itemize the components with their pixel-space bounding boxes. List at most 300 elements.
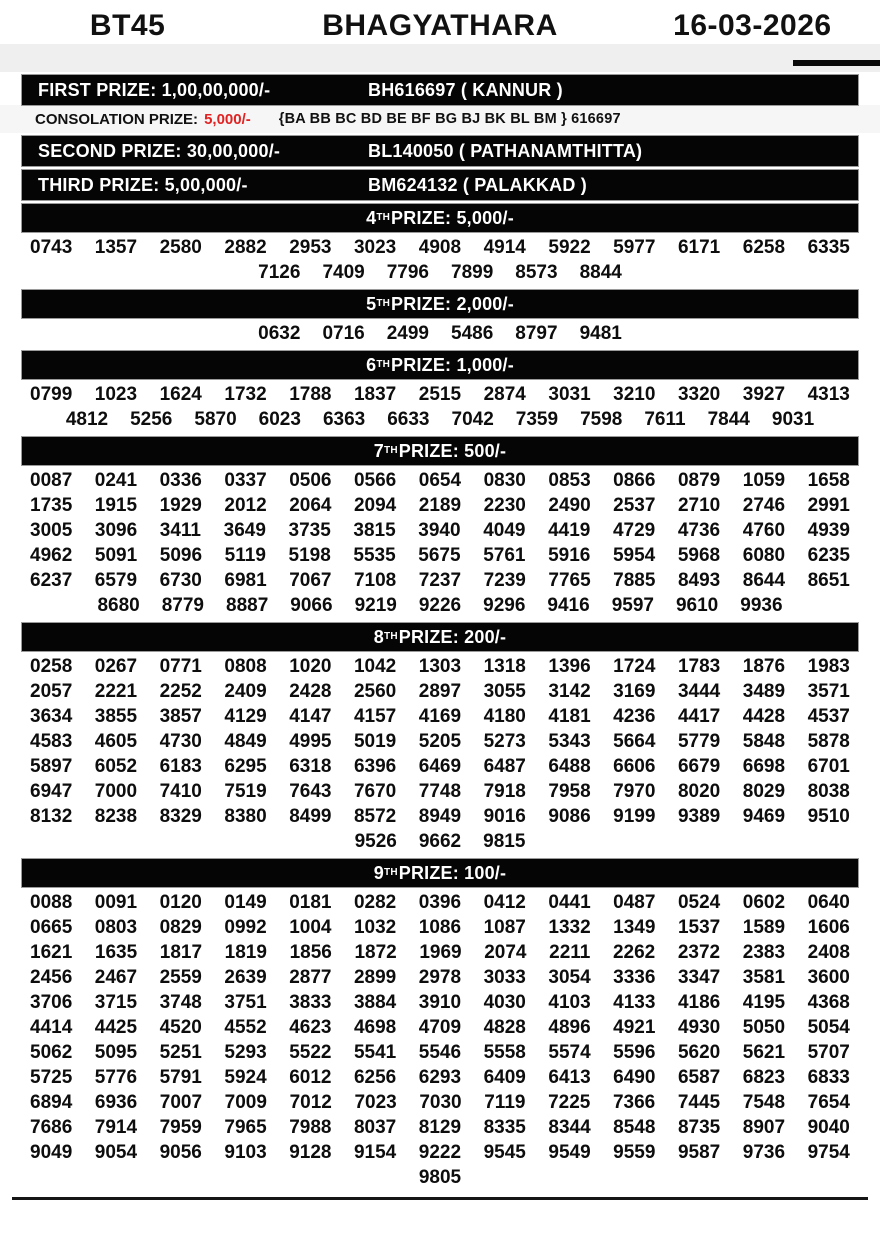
winning-number: 6171	[677, 237, 721, 258]
winning-number: 6579	[94, 570, 138, 591]
winning-number: 1303	[418, 656, 462, 677]
number-row	[0, 804, 880, 829]
winning-number: 5776	[94, 1067, 138, 1088]
winning-number: 0337	[224, 470, 267, 491]
winning-number: 5664	[613, 731, 656, 752]
winning-number: 1735	[30, 495, 73, 516]
first-prize-winner: BH616697 ( KANNUR )	[368, 79, 563, 100]
number-row	[0, 593, 880, 618]
first-prize-label: FIRST PRIZE: 1,00,00,000/-	[38, 79, 271, 100]
winning-number: 7548	[742, 1092, 786, 1113]
winning-number: 7970	[613, 781, 656, 802]
winning-number: 6363	[322, 409, 366, 430]
winning-number: 5205	[418, 731, 462, 752]
winning-number: 4914	[483, 237, 526, 258]
tier-header-text: PRIZE: 2,000/-	[391, 293, 514, 314]
winning-number: 4623	[289, 1017, 332, 1038]
winning-number: 8499	[289, 806, 332, 827]
winning-number: 7237	[418, 570, 462, 591]
winning-number: 7023	[354, 1092, 397, 1113]
consolation-amount: 5,000/-	[204, 110, 251, 128]
winning-number: 4414	[30, 1017, 73, 1038]
winning-number: 8493	[677, 570, 721, 591]
number-row	[0, 915, 880, 940]
number-row	[0, 890, 880, 915]
winning-number: 2874	[483, 384, 526, 405]
winning-number: 4736	[677, 520, 721, 541]
winning-number: 3033	[483, 967, 526, 988]
scan-line-artifact	[793, 60, 880, 66]
tier-header-text: 8	[373, 626, 385, 647]
winning-number: 8238	[94, 806, 138, 827]
winning-number: 3706	[30, 992, 73, 1013]
winning-number: 6183	[159, 756, 202, 777]
winning-number: 4417	[677, 706, 721, 727]
winning-number: 4760	[742, 520, 786, 541]
winning-number: 2428	[289, 681, 332, 702]
winning-number: 4103	[548, 992, 591, 1013]
winning-number: 2499	[386, 323, 429, 344]
winning-number: 0654	[418, 470, 462, 491]
winning-number: 2211	[549, 942, 591, 963]
winning-number: 1856	[289, 942, 332, 963]
winning-number: 6679	[677, 756, 721, 777]
winning-number: 4729	[612, 520, 656, 541]
number-row	[0, 518, 880, 543]
winning-number: 7126	[258, 262, 301, 283]
winning-number: 9103	[224, 1142, 267, 1163]
second-prize-bar	[22, 136, 858, 166]
winning-number: 5620	[677, 1042, 721, 1063]
winning-number: 5870	[194, 409, 237, 430]
winning-number: 1624	[159, 384, 202, 405]
winning-number: 7000	[94, 781, 138, 802]
winning-number: 6823	[742, 1067, 786, 1088]
winning-number: 7914	[94, 1117, 138, 1138]
winning-number: 0267	[94, 656, 138, 677]
winning-number: 7225	[548, 1092, 591, 1113]
winning-number: 9559	[613, 1142, 656, 1163]
winning-number: 9545	[483, 1142, 526, 1163]
winning-number: 5922	[548, 237, 591, 258]
winning-number: 8572	[353, 806, 397, 827]
winning-number: 4169	[418, 706, 462, 727]
winning-number: 8335	[483, 1117, 526, 1138]
winning-number: 3634	[30, 706, 73, 727]
winning-number: 0506	[289, 470, 332, 491]
winning-number: 9226	[418, 595, 462, 616]
winning-number: 8129	[418, 1117, 462, 1138]
winning-number: 6936	[94, 1092, 138, 1113]
winning-number: 4195	[742, 992, 786, 1013]
winning-number: 2580	[159, 237, 202, 258]
winning-number: 3444	[677, 681, 721, 702]
winning-number: 5707	[807, 1042, 850, 1063]
winning-number: 8844	[579, 262, 622, 283]
winning-number: 5486	[451, 323, 494, 344]
winning-number: 1023	[94, 384, 138, 405]
winning-number: 3815	[353, 520, 396, 541]
winning-number: 2408	[807, 942, 850, 963]
winning-number: 9389	[677, 806, 721, 827]
winning-number: 4537	[807, 706, 850, 727]
winning-number: 2877	[289, 967, 332, 988]
tier-header-text: PRIZE: 500/-	[398, 440, 507, 461]
tier-header-text: 4	[366, 207, 377, 228]
winning-number: 9526	[354, 831, 397, 852]
winning-number: 5054	[807, 1017, 850, 1038]
gray-band-divider	[0, 44, 880, 72]
winning-number: 5091	[94, 545, 138, 566]
winning-number: 1086	[418, 917, 462, 938]
winning-number: 3649	[223, 520, 266, 541]
winning-number: 0808	[224, 656, 267, 677]
winning-number: 8329	[159, 806, 202, 827]
winning-number: 6235	[807, 545, 850, 566]
winning-number: 9662	[418, 831, 462, 852]
winning-number: 7119	[484, 1092, 526, 1113]
winning-number: 8037	[353, 1117, 397, 1138]
winning-number: 4921	[613, 1017, 656, 1038]
winning-number: 7239	[483, 570, 526, 591]
winning-number: 3751	[224, 992, 267, 1013]
winning-number: 6606	[613, 756, 656, 777]
winning-number: 8548	[613, 1117, 656, 1138]
winning-number: 7067	[289, 570, 332, 591]
winning-number: 9936	[740, 595, 783, 616]
tier-header-text: 6	[366, 354, 377, 375]
winning-number: 7009	[224, 1092, 267, 1113]
number-row	[0, 990, 880, 1015]
winning-number: 3884	[353, 992, 397, 1013]
winning-number: 0412	[483, 892, 526, 913]
winning-number: 3169	[613, 681, 656, 702]
winning-number: 6894	[30, 1092, 73, 1113]
winning-number: 5096	[159, 545, 203, 566]
tier-5th-prize-numbers	[0, 318, 880, 347]
winning-number: 6413	[548, 1067, 591, 1088]
winning-number: 1042	[353, 656, 397, 677]
tier-4th-prize	[0, 204, 880, 286]
winning-number: 1332	[548, 917, 591, 938]
winning-number: 2899	[353, 967, 397, 988]
winning-number: 2057	[30, 681, 73, 702]
winning-number: 9066	[290, 595, 333, 616]
winning-number: 4709	[418, 1017, 462, 1038]
winning-number: 7445	[677, 1092, 721, 1113]
winning-number: 5954	[612, 545, 656, 566]
winning-number: 2467	[94, 967, 138, 988]
winning-number: 3940	[418, 520, 461, 541]
winning-number: 6295	[224, 756, 267, 777]
winning-number: 2383	[742, 942, 786, 963]
winning-number: 8344	[548, 1117, 591, 1138]
winning-number: 4605	[94, 731, 138, 752]
winning-number: 3735	[288, 520, 331, 541]
winning-number: 3096	[94, 520, 138, 541]
winning-number: 2897	[418, 681, 462, 702]
winning-number: 8680	[97, 595, 140, 616]
winning-number: 4930	[677, 1017, 721, 1038]
winning-number: 0282	[353, 892, 397, 913]
winning-number: 4908	[418, 237, 462, 258]
number-row	[0, 1165, 880, 1190]
winning-number: 3005	[30, 520, 73, 541]
winning-number: 8907	[742, 1117, 786, 1138]
winning-number: 5095	[94, 1042, 138, 1063]
winning-number: 1783	[677, 656, 721, 677]
winning-number: 7844	[707, 409, 750, 430]
winning-number: 0087	[30, 470, 73, 491]
winning-number: 0441	[548, 892, 591, 913]
number-row	[0, 235, 880, 260]
winning-number: 0632	[258, 323, 301, 344]
winning-number: 4995	[289, 731, 332, 752]
winning-number: 1724	[613, 656, 656, 677]
winning-number: 3581	[742, 967, 786, 988]
winning-number: 7796	[386, 262, 429, 283]
winning-number: 3142	[548, 681, 591, 702]
tier-7th-prize-header: 7 TH PRIZE: 500/-	[22, 437, 858, 465]
winning-number: 3210	[613, 384, 656, 405]
winning-number: 7410	[159, 781, 202, 802]
winning-number: 1929	[159, 495, 202, 516]
winning-number: 1658	[807, 470, 850, 491]
first-prize-bar	[22, 75, 858, 105]
winning-number: 9016	[483, 806, 526, 827]
number-row	[0, 1015, 880, 1040]
winning-number: 9054	[94, 1142, 138, 1163]
winning-number: 9154	[353, 1142, 397, 1163]
winning-number: 6833	[807, 1067, 850, 1088]
tier-header-text: PRIZE: 1,000/-	[391, 354, 514, 375]
winning-number: 3748	[159, 992, 202, 1013]
winning-number: 7030	[419, 1092, 462, 1113]
winning-number: 4583	[30, 731, 73, 752]
winning-number: 0566	[353, 470, 397, 491]
winning-number: 4552	[224, 1017, 267, 1038]
second-prize-winner: BL140050 ( PATHANAMTHITTA)	[368, 140, 643, 161]
winning-number: 7409	[322, 262, 365, 283]
consolation-label: CONSOLATION PRIZE:	[35, 110, 199, 128]
winning-number: 7611	[644, 409, 686, 430]
winning-number: 4730	[159, 731, 202, 752]
winning-number: 6258	[742, 237, 786, 258]
winning-number: 2559	[159, 967, 202, 988]
tier-6th-prize-numbers	[0, 379, 880, 433]
winning-number: 7007	[159, 1092, 203, 1113]
winning-number: 9610	[675, 595, 719, 616]
third-prize-winner: BM624132 ( PALAKKAD )	[368, 174, 587, 195]
winning-number: 1606	[807, 917, 850, 938]
winning-number: 3600	[807, 967, 850, 988]
winning-number: 0799	[30, 384, 73, 405]
winning-number: 7958	[548, 781, 591, 802]
winning-number: 3411	[159, 520, 202, 541]
winning-number: 3571	[807, 681, 850, 702]
tier-9th-prize-numbers	[0, 887, 880, 1191]
winning-number: 4419	[548, 520, 591, 541]
winning-number: 1004	[289, 917, 332, 938]
winning-number: 1732	[224, 384, 267, 405]
winning-number: 4698	[353, 1017, 397, 1038]
winning-number: 3336	[613, 967, 656, 988]
winning-number: 6730	[159, 570, 202, 591]
tier-4th-prize-header: 4 TH PRIZE: 5,000/-	[22, 204, 858, 232]
winning-number: 3910	[418, 992, 462, 1013]
winning-number: 9222	[418, 1142, 462, 1163]
winning-number: 2372	[677, 942, 721, 963]
number-row	[0, 321, 880, 346]
tier-header-text: PRIZE: 5,000/-	[391, 207, 514, 228]
winning-number: 5293	[224, 1042, 267, 1063]
winning-number: 5558	[483, 1042, 526, 1063]
winning-number: 4849	[224, 731, 267, 752]
winning-number: 2710	[677, 495, 721, 516]
winning-number: 6488	[548, 756, 591, 777]
winning-number: 1876	[742, 656, 786, 677]
tier-6th-prize-header: 6 TH PRIZE: 1,000/-	[22, 351, 858, 379]
winning-number: 2882	[224, 237, 267, 258]
winning-number: 5256	[130, 409, 173, 430]
lottery-title: BHAGYATHARA	[322, 9, 558, 42]
winning-number: 6256	[353, 1067, 397, 1088]
winning-number: 4181	[548, 706, 591, 727]
winning-number: 3347	[677, 967, 721, 988]
winning-number: 5541	[353, 1042, 397, 1063]
winning-number: 0524	[677, 892, 721, 913]
number-row	[0, 407, 880, 432]
winning-number: 4186	[677, 992, 721, 1013]
winning-number: 8797	[515, 323, 558, 344]
winning-number: 5062	[30, 1042, 73, 1063]
winning-number: 5761	[483, 545, 526, 566]
winning-number: 9481	[579, 323, 622, 344]
winning-number: 1349	[613, 917, 656, 938]
winning-number: 8735	[677, 1117, 721, 1138]
winning-number: 2490	[548, 495, 591, 516]
number-row	[0, 1140, 880, 1165]
winning-number: 7899	[451, 262, 494, 283]
winning-number: 6012	[289, 1067, 332, 1088]
winning-number: 0716	[322, 323, 365, 344]
winning-number: 5968	[677, 545, 721, 566]
winning-number: 8644	[742, 570, 786, 591]
draw-date: 16-03-2026	[673, 9, 832, 42]
winning-number: 3320	[677, 384, 721, 405]
number-row	[0, 679, 880, 704]
winning-number: 6698	[742, 756, 786, 777]
winning-number: 1318	[483, 656, 526, 677]
winning-number: 0665	[30, 917, 73, 938]
draw-code: BT45	[89, 9, 166, 42]
winning-number: 3054	[548, 967, 591, 988]
winning-number: 5977	[613, 237, 656, 258]
winning-number: 0640	[807, 892, 850, 913]
winning-number: 2537	[613, 495, 656, 516]
winning-number: 4425	[94, 1017, 138, 1038]
winning-number: 4049	[483, 520, 526, 541]
winning-number: 5621	[742, 1042, 786, 1063]
winning-number: 7965	[224, 1117, 267, 1138]
winning-number: 7366	[612, 1092, 656, 1113]
winning-number: 5848	[742, 731, 786, 752]
winning-number: 3927	[742, 384, 786, 405]
winning-number: 3489	[742, 681, 786, 702]
winning-number: 1969	[419, 942, 462, 963]
winning-number: 2064	[289, 495, 332, 516]
winning-number: 5535	[353, 545, 396, 566]
winning-number: 2515	[418, 384, 462, 405]
winning-number: 2252	[159, 681, 202, 702]
number-row	[0, 729, 880, 754]
winning-number: 1020	[289, 656, 332, 677]
number-row	[0, 543, 880, 568]
winning-number: 3031	[548, 384, 591, 405]
winning-number: 7519	[224, 781, 267, 802]
winning-number: 6052	[94, 756, 138, 777]
winning-number: 1032	[353, 917, 397, 938]
winning-number: 8573	[515, 262, 558, 283]
winning-number: 0853	[548, 470, 591, 491]
winning-number: 9815	[483, 831, 526, 852]
winning-number: 9049	[30, 1142, 73, 1163]
tier-6th-prize	[0, 351, 880, 433]
winning-number: 0879	[677, 470, 721, 491]
winning-number: 8132	[30, 806, 73, 827]
winning-number: 2074	[484, 942, 527, 963]
third-prize-bar	[22, 170, 858, 200]
winning-number: 7643	[289, 781, 332, 802]
winning-number: 8651	[807, 570, 850, 591]
masthead	[0, 0, 880, 44]
winning-number: 3023	[353, 237, 397, 258]
winning-number: 4157	[353, 706, 397, 727]
winning-number: 4129	[224, 706, 267, 727]
winning-number: 3055	[483, 681, 526, 702]
winning-number: 2746	[742, 495, 786, 516]
number-row	[0, 1040, 880, 1065]
tier-header-text: 5	[366, 293, 377, 314]
number-row	[0, 1115, 880, 1140]
winning-number: 2991	[807, 495, 850, 516]
winning-number: 7748	[418, 781, 462, 802]
number-row	[0, 940, 880, 965]
winning-number: 5198	[288, 545, 331, 566]
second-prize-label: SECOND PRIZE: 30,00,000/-	[38, 140, 281, 161]
winning-number: 6469	[418, 756, 462, 777]
winning-number: 2012	[224, 495, 267, 516]
tier-5th-prize-header: 5 TH PRIZE: 2,000/-	[22, 290, 858, 318]
winning-number: 7654	[807, 1092, 850, 1113]
winning-number: 0258	[30, 656, 73, 677]
tier-7th-prize	[0, 437, 880, 619]
tier-header-text: 7	[373, 440, 385, 461]
winning-number: 9040	[807, 1117, 850, 1138]
winning-number: 9754	[807, 1142, 850, 1163]
winning-number: 0866	[613, 470, 656, 491]
tier-8th-prize	[0, 623, 880, 855]
winning-number: 0487	[613, 892, 656, 913]
winning-number: 9219	[354, 595, 397, 616]
winning-number: 8020	[677, 781, 721, 802]
number-row	[0, 260, 880, 285]
winning-number: 4812	[65, 409, 109, 430]
winning-number: 1621	[30, 942, 73, 963]
winning-number: 4030	[483, 992, 526, 1013]
winning-number: 2094	[353, 495, 397, 516]
winning-number: 1872	[354, 942, 397, 963]
